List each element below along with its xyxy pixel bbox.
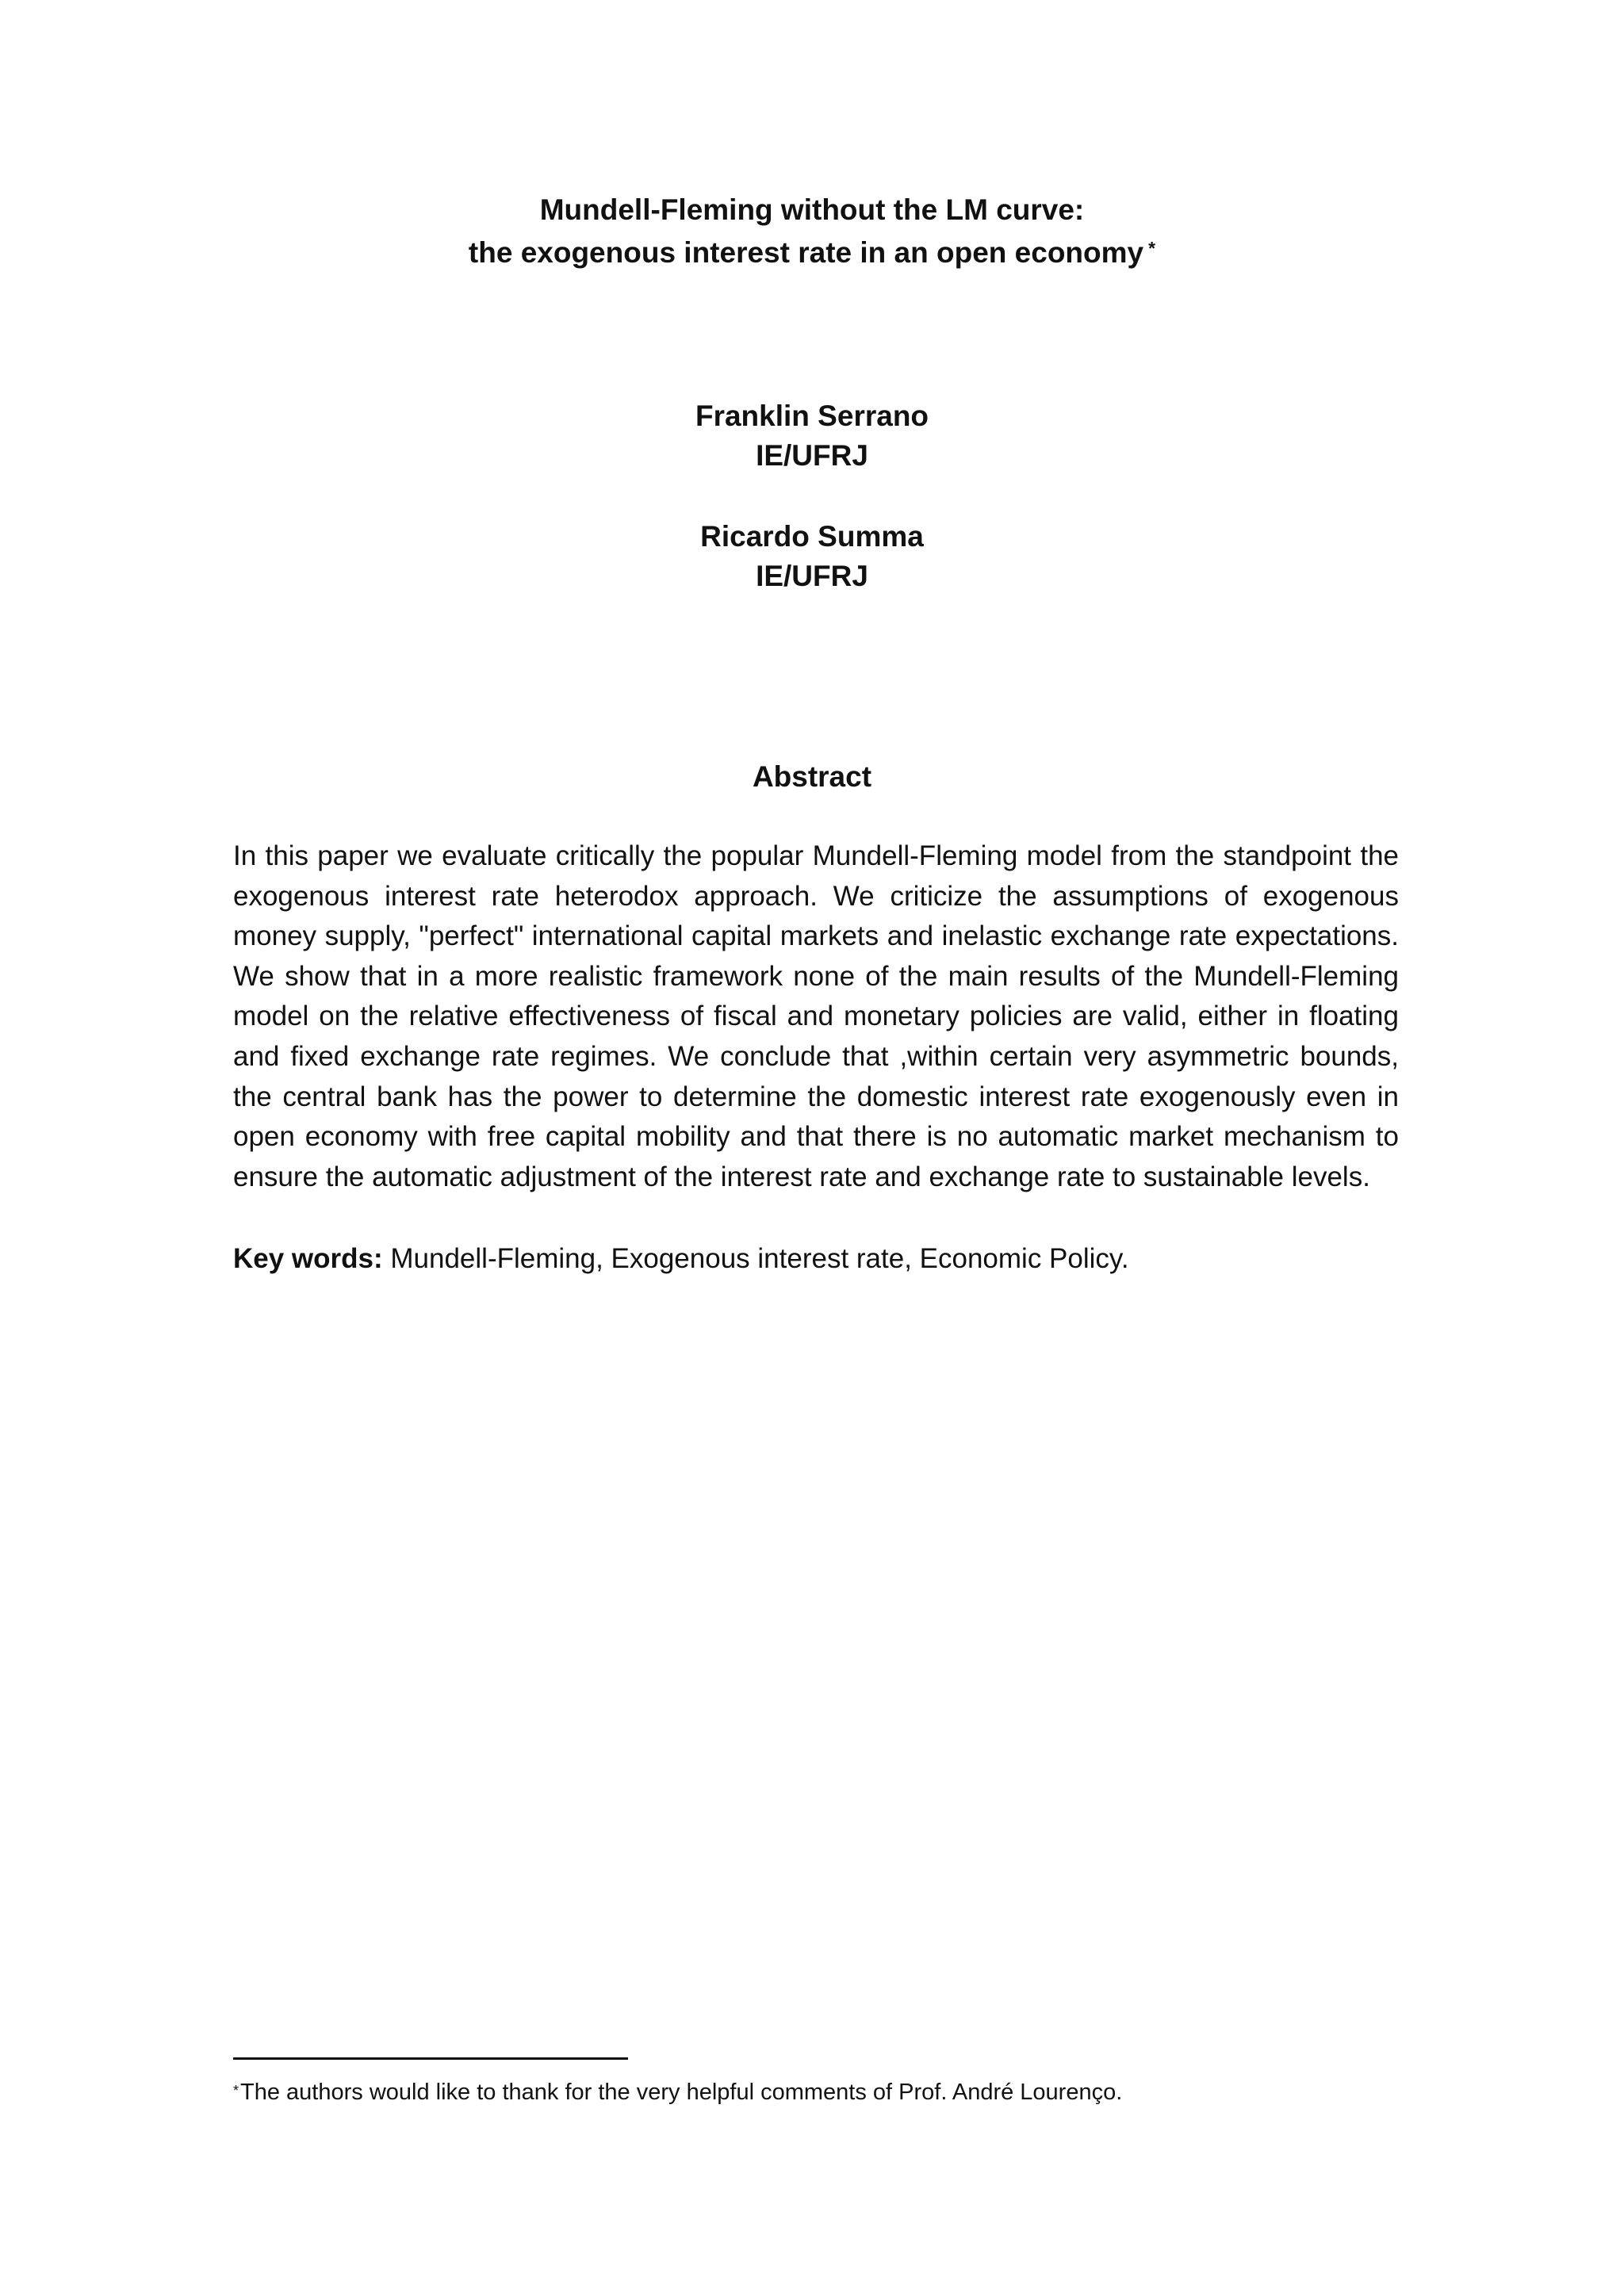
author-block-1 [0, 396, 1624, 476]
footnote-text: The authors would like to thank for the very helpful comments of Prof. André Lourenço. [240, 2080, 1123, 2105]
abstract-heading: Abstract [752, 760, 872, 793]
author-name: Franklin Serrano [695, 400, 929, 432]
keywords-label: Key words: [233, 1243, 383, 1274]
abstract-text: In this paper we evaluate critically the popular Mundell-Fleming model from the standpoint the exogenous interest rate heterodox approach. We criticize the assumptions of exogenous money supply, "perfect" international capital markets and inelastic exchange rate expectations. We show that in a more realistic framework none of the main results of the Mundell-Fleming model on the relative effectiveness of fiscal and monetary policies are valid, either in floating and fixed exchange rate regimes. We conclude that ,within certain very asymmetric bounds, the central bank has the power to determine the domestic interest rate exogenously even in open economy with free capital mobility and that there is no automatic market mechanism to ensure the automatic adjustment of the interest rate and exchange rate to sustainable levels. [233, 840, 1399, 1192]
author-name: Ricardo Summa [700, 520, 924, 553]
title-line-1: Mundell-Fleming without the LM curve: [539, 193, 1085, 226]
footnote [233, 2076, 1423, 2109]
title-footnote-mark: * [1148, 238, 1156, 258]
footnote-divider [233, 2057, 628, 2060]
paper-title [0, 189, 1624, 274]
title-line-2 [0, 232, 1624, 274]
keywords [233, 1239, 1399, 1279]
keywords-text: Mundell-Fleming, Exogenous interest rate, Economic Policy. [382, 1243, 1129, 1274]
footnote-mark: * [233, 2083, 239, 2099]
title-line-2-text: the exogenous interest rate in an open economy [468, 236, 1144, 269]
author-affiliation: IE/UFRJ [756, 560, 868, 592]
author-affiliation: IE/UFRJ [756, 439, 868, 472]
author-block-2 [0, 517, 1624, 596]
